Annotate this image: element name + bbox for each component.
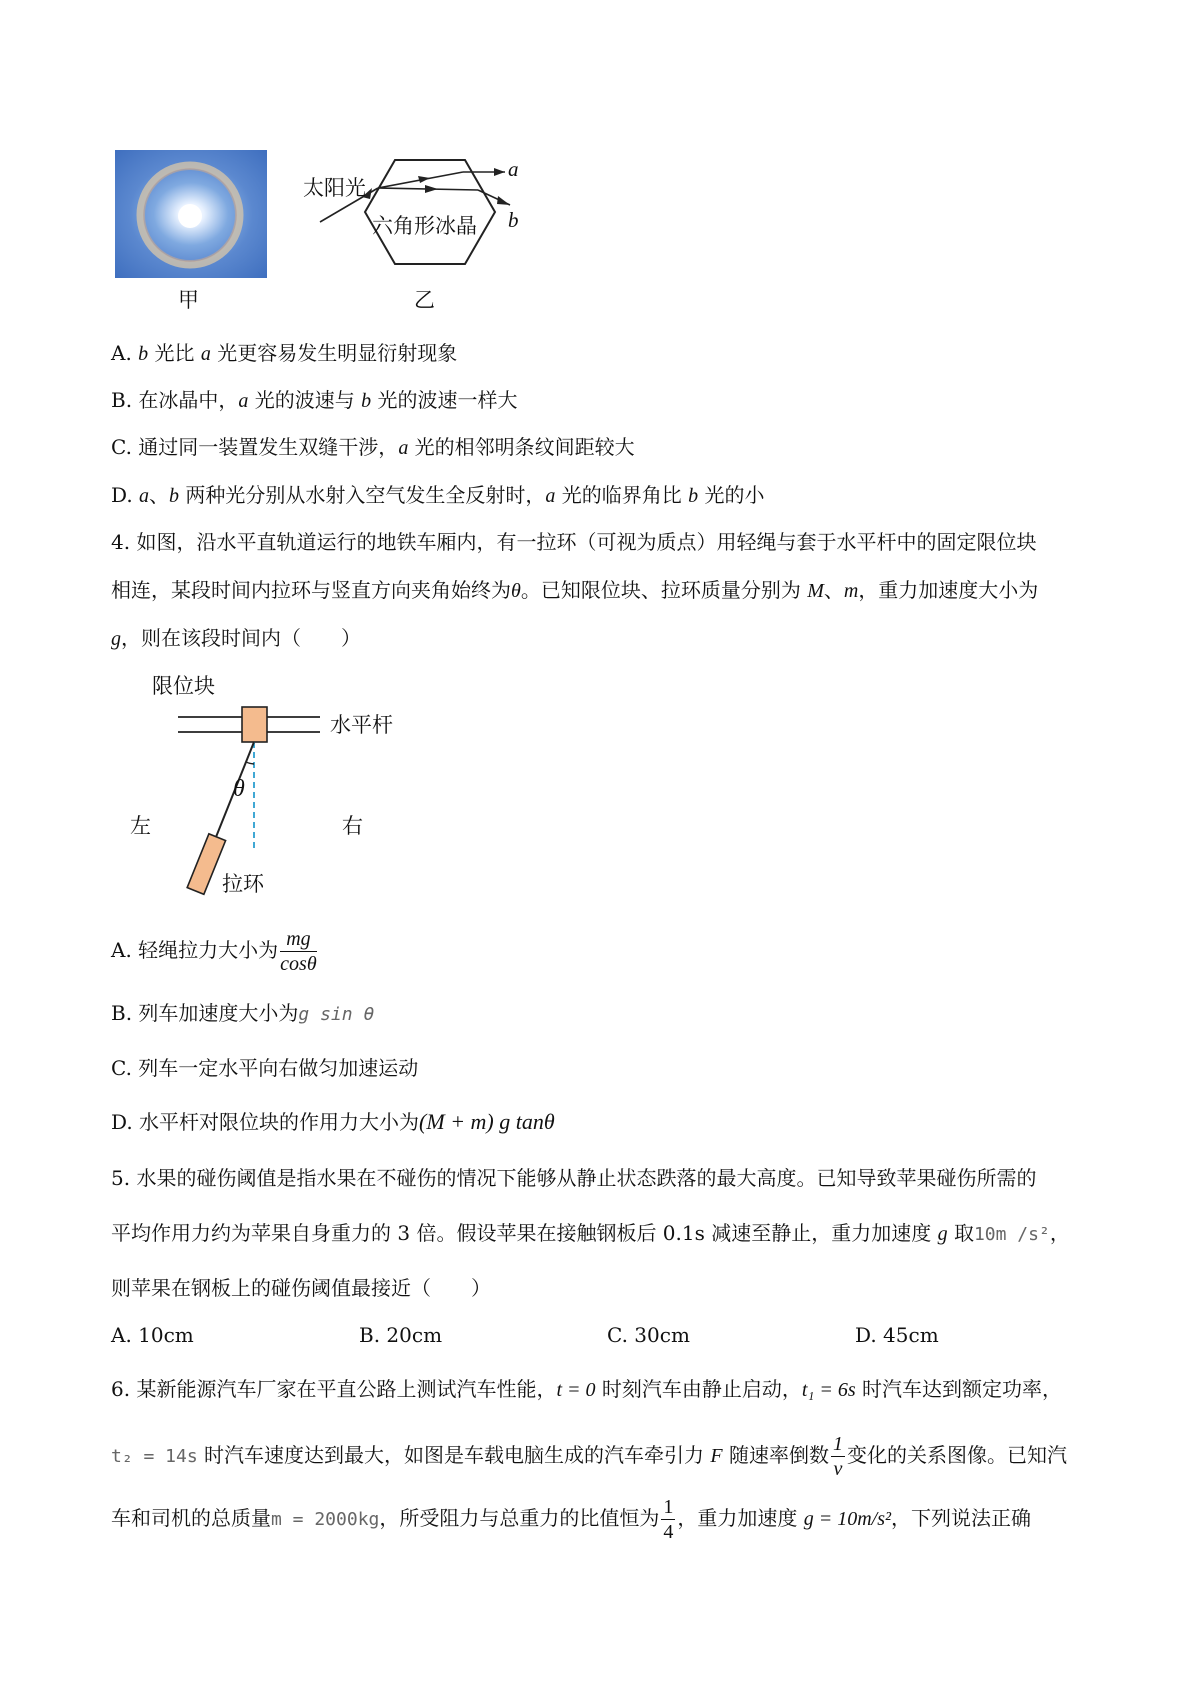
label-left: 左 [130, 814, 151, 838]
figure-jia [115, 150, 267, 278]
q3-option-d[interactable]: D. a、b 两种光分别从水射入空气发生全反射时，a 光的临界角比 b 光的小 [111, 483, 765, 507]
q3-option-a[interactable]: A. b 光比 a 光更容易发生明显衍射现象 [111, 341, 458, 365]
q4-stem-line1: 4. 如图，沿水平直轨道运行的地铁车厢内，有一拉环（可视为质点）用轻绳与套于水平杆中的固定限位块 [111, 530, 1037, 554]
q4-option-a[interactable]: A. 轻绳拉力大小为 $\frac{mg}{\cos\theta}$ [111, 928, 317, 975]
q4-stem-line3: g，则在该段时间内（ ） [111, 626, 361, 650]
q3-option-b[interactable]: B. 在冰晶中，a 光的波速与 b 光的波速一样大 [111, 388, 518, 412]
q5-stem-line2: 平均作用力约为苹果自身重力的 3 倍。假设苹果在接触钢板后 0.1s 减速至静止，重力加速度 g 取10m /s²， [111, 1221, 1070, 1245]
q5-stem-line1: 5. 水果的碰伤阈值是指水果在不碰伤的情况下能够从静止状态跌落的最大高度。已知导致苹果碰伤所需的 [111, 1166, 1037, 1190]
pull-ring [187, 834, 225, 895]
label-right: 右 [342, 814, 363, 838]
q4-option-b[interactable]: B. 列车加速度大小为g sin θ [111, 1001, 375, 1025]
label-pull-ring: 拉环 [222, 872, 264, 896]
q6-stem-line1: 6. 某新能源汽车厂家在平直公路上测试汽车性能，t = 0 时刻汽车由静止启动，t₁ = 6s 时汽车达到额定功率， [111, 1377, 1063, 1401]
q5-option-d[interactable]: D. 45cm [855, 1323, 939, 1347]
q5-option-c[interactable]: C. 30cm [607, 1323, 690, 1347]
q5-option-a[interactable]: A. 10cm [111, 1323, 194, 1347]
q4-stem-line2: 相连，某段时间内拉环与竖直方向夹角始终为θ。已知限位块、拉环质量分别为 M、m，重力加速度大小为 [111, 578, 1039, 602]
label-yi: 乙 [414, 288, 435, 312]
pendulum-diagram [120, 665, 430, 910]
label-jia: 甲 [178, 288, 199, 312]
q3-option-c[interactable]: C. 通过同一装置发生双缝干涉，a 光的相邻明条纹间距较大 [111, 435, 635, 459]
label-theta: θ [233, 776, 245, 802]
q6-stem-line2: t₂ = 14s 时汽车速度达到最大，如图是车载电脑生成的汽车牵引力 F 随速率倒数 $\frac{1}{v}$ 变化的关系图像。已知汽 [111, 1433, 1067, 1480]
q5-option-b[interactable]: B. 20cm [359, 1323, 443, 1347]
label-horizontal-rod: 水平杆 [330, 713, 393, 737]
label-limit-block: 限位块 [152, 674, 215, 698]
q6-stem-line3: 车和司机的总质量m = 2000kg，所受阻力与总重力的比值恒为 $\frac{1}{4}$ ，重力加速度 g = 10m/s²，下列说法正确 [111, 1496, 1032, 1543]
label-ray-b: b [508, 208, 519, 232]
limit-block [242, 707, 267, 742]
label-ray-a: a [508, 157, 519, 181]
label-sunlight: 太阳光 [303, 176, 366, 200]
q4-figure [120, 665, 430, 910]
halo-photo [115, 150, 267, 278]
q4-option-d[interactable]: D. 水平杆对限位块的作用力大小为(M + m) g tanθ [111, 1109, 555, 1134]
q5-options [111, 1321, 1103, 1349]
label-crystal: 六角形冰晶 [372, 214, 477, 238]
q5-stem-line3: 则苹果在钢板上的碰伤阈值最接近（ ） [111, 1276, 491, 1300]
q4-option-c[interactable]: C. 列车一定水平向右做匀加速运动 [111, 1056, 419, 1080]
